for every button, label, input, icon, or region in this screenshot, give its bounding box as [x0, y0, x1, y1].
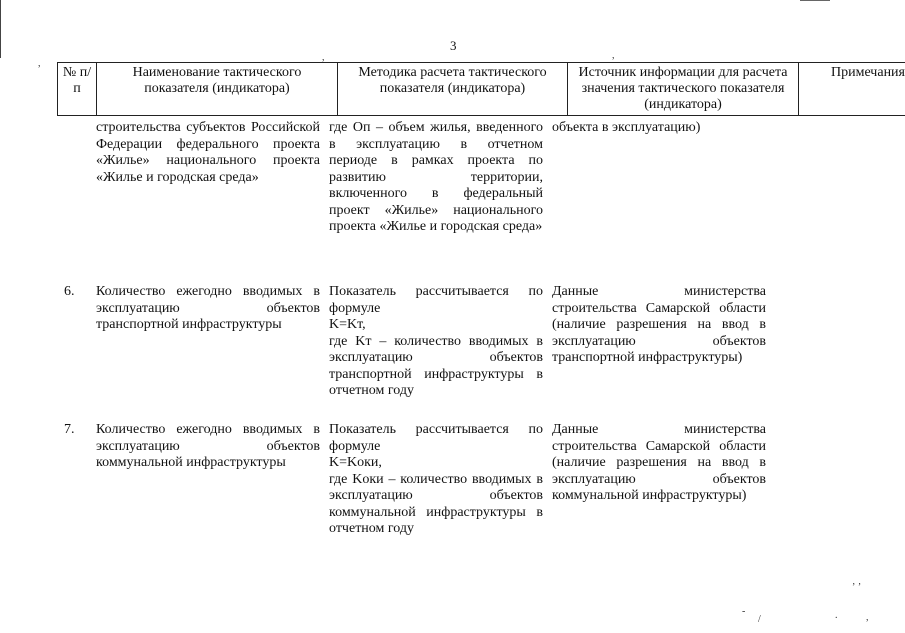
- row-number: 6.: [64, 284, 75, 299]
- table-header: [57, 62, 905, 116]
- scan-speck: .: [835, 610, 838, 621]
- scan-speck: ,: [38, 58, 41, 69]
- scan-speck: -: [742, 606, 746, 617]
- header-name: Наименование тактического показателя (индикатора): [97, 63, 338, 116]
- method-intro: Показатель рассчитывается по формуле: [329, 284, 543, 316]
- row-method: [329, 284, 543, 400]
- scan-mark: [800, 0, 830, 1]
- scan-edge-line: [0, 0, 1, 58]
- header-num: № п/п: [58, 63, 97, 116]
- method-where: где Kт – количество вводимых в эксплуатацию объектов транспортной инфраструктуры в отчетном году: [329, 333, 543, 398]
- method-where: где Kоки – количество вводимых в эксплуатацию объектов коммунальной инфраструктуры в отчетном году: [329, 471, 543, 536]
- page-number: 3: [450, 38, 457, 53]
- scan-speck: ,: [866, 612, 869, 623]
- scan-speck: ‚ ‚: [852, 576, 862, 587]
- continuation-method: где Oп – объем жилья, введенного в эксплуатацию в отчетном периоде в рамках проекта по развитию территории, включенного в федеральный проект «Жилье» национального проекта «Жилье и городская среда»: [329, 120, 543, 234]
- row-method: [329, 422, 543, 538]
- header-notes: Примечания: [799, 63, 905, 116]
- header-source: Источник информации для расчета значения тактического показателя (индикатора): [568, 63, 799, 116]
- method-intro: Показатель рассчитывается по формуле: [329, 422, 543, 454]
- row-name: Количество ежегодно вводимых в эксплуатацию объектов транспортной инфраструктуры: [96, 284, 320, 332]
- scan-speck: ,: [322, 52, 325, 63]
- continuation-source: объекта в эксплуатацию): [552, 120, 701, 135]
- header-method: Методика расчета тактического показателя (индикатора): [338, 63, 568, 116]
- row-number: 7.: [64, 422, 75, 437]
- method-formula: K=Kоки,: [329, 455, 382, 470]
- row-source: Данные министерства строительства Самарской области (наличие разрешения на ввод в эксплуатацию объектов транспортной инфраструктуры): [552, 284, 766, 365]
- row-name: Количество ежегодно вводимых в эксплуатацию объектов коммунальной инфраструктуры: [96, 422, 320, 470]
- method-formula: K=Kт,: [329, 317, 366, 332]
- scan-speck: /: [758, 614, 761, 625]
- row-source: Данные министерства строительства Самарской области (наличие разрешения на ввод в эксплуатацию объектов коммунальной инфраструктуры): [552, 422, 766, 503]
- scan-speck: ,: [612, 50, 615, 61]
- continuation-name: строительства субъектов Российской Федерации федерального проекта «Жилье» национального проекта «Жилье и городская среда»: [96, 120, 320, 185]
